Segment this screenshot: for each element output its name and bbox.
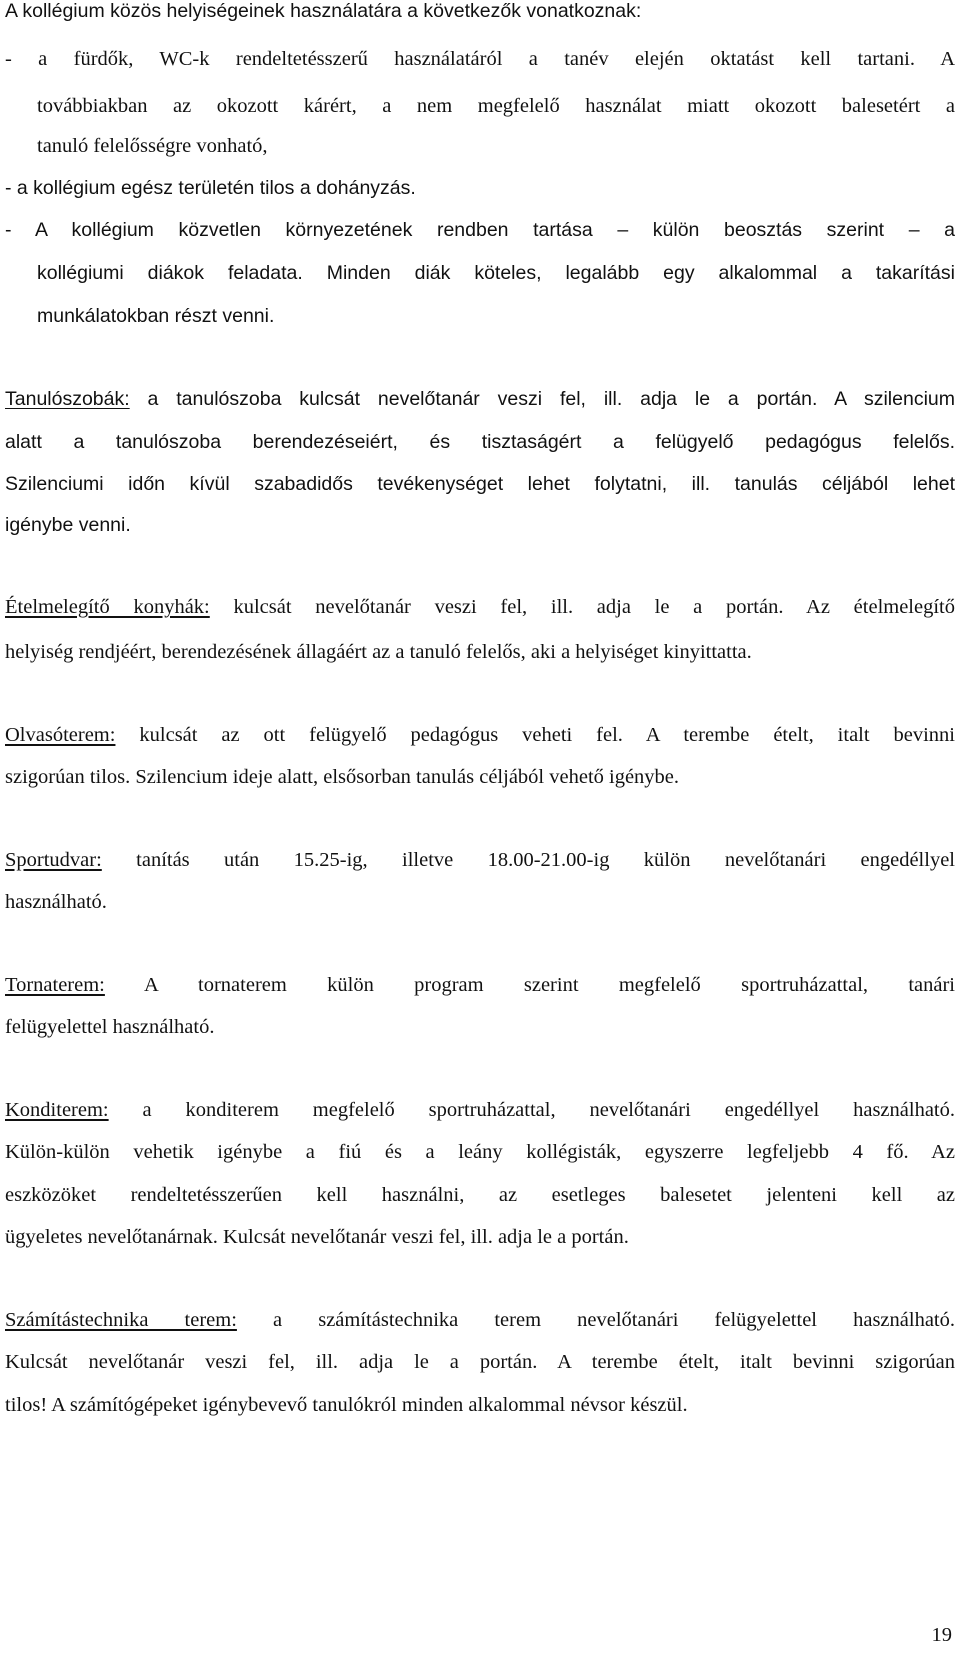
rule-surroundings-line-3: munkálatokban részt venni. (37, 305, 275, 327)
section-title-computer-room: Számítástechnika terem: (5, 1309, 237, 1331)
section-title-fitness-room: Konditerem: (5, 1099, 109, 1121)
section-fitness-room-line-3: eszközöket rendeltetésszerűen kell használni, az esetleges balesetet jelenteni kell az (5, 1184, 955, 1206)
rule-surroundings-line-2: kollégiumi diákok feladata. Minden diák köteles, legalább egy alkalommal a takarítási (37, 262, 955, 284)
section-title-sports-field: Sportudvar: (5, 849, 102, 871)
section-computer-room-line-2: Kulcsát nevelőtanár veszi fel, ill. adja le a portán. A terembe ételt, italt bevinni szigorúan (5, 1351, 955, 1373)
section-kitchens-line-2: helyiség rendjéért, berendezésének állagáért az a tanuló felelős, aki a helyiséget kinyittatta. (5, 641, 752, 663)
section-title-kitchens: Ételmelegítő konyhák: (5, 596, 210, 618)
section-study-rooms-line-1: Tanulószobák: a tanulószoba kulcsát nevelőtanár veszi fel, ill. adja le a portán. A szilencium (5, 388, 955, 410)
rule-bathroom-line-2: továbbiakban az okozott kárért, a nem megfelelő használat miatt okozott balesetért a (37, 95, 955, 117)
section-reading-room-line-1: Olvasóterem: kulcsát az ott felügyelő pedagógus veheti fel. A terembe ételt, italt bevinni (5, 724, 955, 746)
section-study-rooms-line-2: alatt a tanulószoba berendezéseiért, és tisztaságért a felügyelő pedagógus felelős. (5, 431, 955, 453)
section-reading-room-line-2: szigorúan tilos. Szilencium ideje alatt, elsősorban tanulás céljából vehető igénybe. (5, 766, 680, 788)
section-sports-field-line-1: Sportudvar: tanítás után 15.25-ig, illetve 18.00-21.00-ig külön nevelőtanári engedéllyel (5, 849, 955, 871)
rule-bathroom-line-3: tanuló felelősségre vonható, (37, 135, 268, 157)
page-number: 19 (931, 1624, 952, 1646)
rule-surroundings-line-1: - A kollégium közvetlen környezetének rendben tartása – külön beosztás szerint – a (5, 219, 955, 241)
section-fitness-room-line-2: Külön-külön vehetik igénybe a fiú és a leány kollégisták, egyszerre legfeljebb 4 fő. Az (5, 1141, 955, 1163)
section-fitness-room-line-1: Konditerem: a konditerem megfelelő sportruházattal, nevelőtanári engedéllyel használható. (5, 1099, 955, 1121)
section-computer-room-line-1: Számítástechnika terem: a számítástechnika terem nevelőtanári felügyelettel használható. (5, 1309, 955, 1331)
section-title-gym: Tornaterem: (5, 974, 105, 996)
section-gym-line-2: felügyelettel használható. (5, 1016, 215, 1038)
intro-line: A kollégium közös helyiségeinek használatára a következők vonatkoznak: (5, 0, 642, 22)
section-fitness-room-line-4: ügyeletes nevelőtanárnak. Kulcsát nevelőtanár veszi fel, ill. adja le a portán. (5, 1226, 629, 1248)
section-title-reading-room: Olvasóterem: (5, 724, 116, 746)
section-study-rooms-line-4: igénybe venni. (5, 514, 131, 536)
rule-bathroom-line-1: - a fürdők, WC-k rendeltetésszerű használatáról a tanév elején oktatást kell tartani. A (5, 48, 955, 70)
section-kitchens-line-1: Ételmelegítő konyhák: kulcsát nevelőtanár veszi fel, ill. adja le a portán. Az ételmelegítő (5, 596, 955, 618)
rule-smoking-line: - a kollégium egész területén tilos a dohányzás. (5, 177, 416, 199)
section-gym-line-1: Tornaterem: A tornaterem külön program szerint megfelelő sportruházattal, tanári (5, 974, 955, 996)
section-sports-field-line-2: használható. (5, 891, 107, 913)
section-title-study-rooms: Tanulószobák: (5, 388, 130, 410)
section-computer-room-line-3: tilos! A számítógépeket igénybevevő tanulókról minden alkalommal névsor készül. (5, 1394, 688, 1416)
section-study-rooms-line-3: Szilenciumi időn kívül szabadidős tevékenységet lehet folytatni, ill. tanulás céljából lehet (5, 473, 955, 495)
